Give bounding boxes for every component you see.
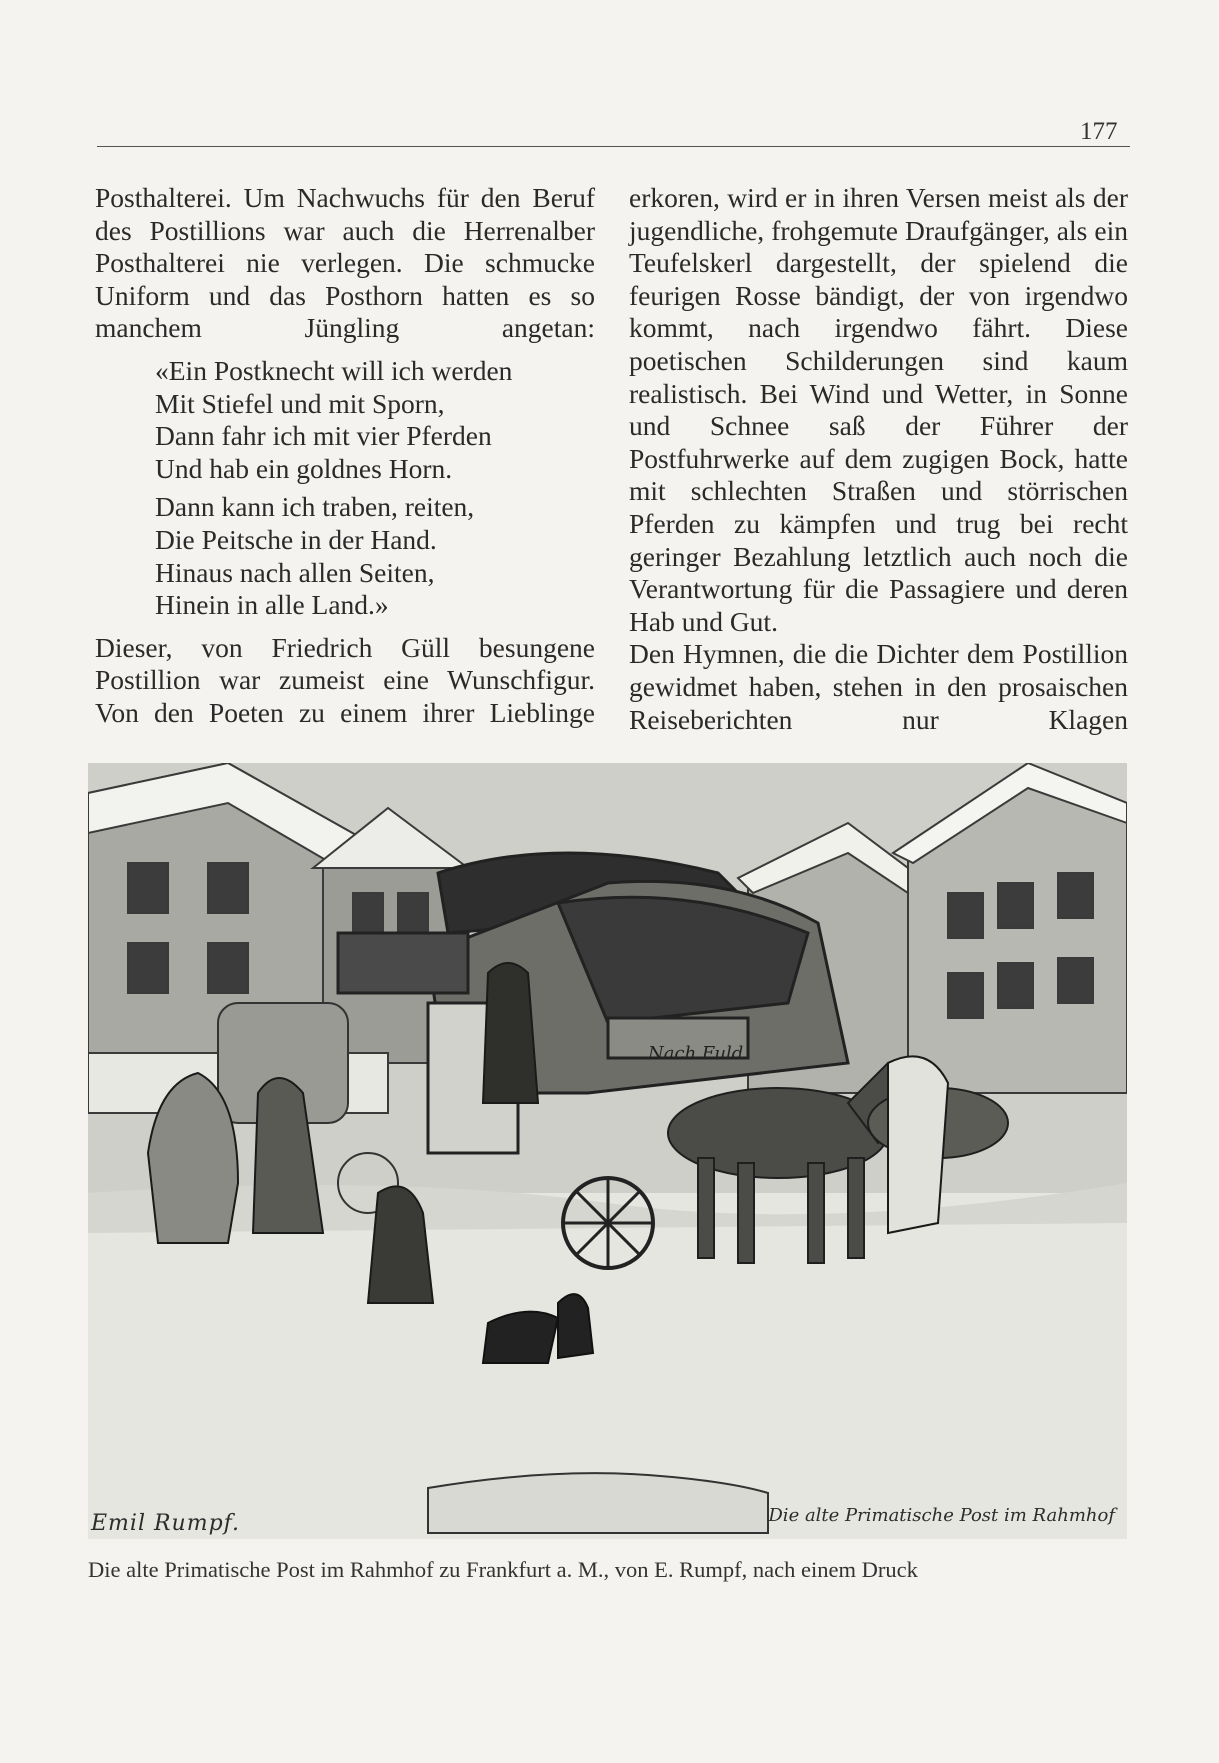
artist-signature: Emil Rumpf. xyxy=(91,1511,241,1536)
right-paragraph-1: erkoren, wird er in ihren Versen meist als der jugendliche, frohgemute Draufgänger, als ein Teufelskerl dargestellt, der spielend die feurigen Rosse bändigt, der von irgendwo kommt, nach irgendwo fährt. Diese poetischen Schilderungen sind kaum realistisch. Bei Wind und Wetter, in Sonne und Schnee saß der Führer der Postfuhrwerke auf dem zugigen Bock, hatte mit schlechten Straßen und störrischen Pferden zu kämpfen und trug bei recht geringer Bezahlung letztlich auch noch die Verantwortung für die Passagiere und deren Hab und Gut. xyxy=(629,182,1128,637)
verse-line: Dann fahr ich mit vier Pferden xyxy=(155,420,492,452)
verse-line: Hinein in alle Land.» xyxy=(155,589,389,621)
figure-caption: Die alte Primatische Post im Rahmhof zu Frankfurt a. M., von E. Rumpf, nach einem Druck xyxy=(88,1557,918,1582)
verse-line: Die Peitsche in der Hand. xyxy=(155,523,437,555)
coach-door-text: Nach Fuld xyxy=(648,1043,744,1064)
illustration-figure xyxy=(88,763,1127,1539)
right-paragraph-2: Den Hymnen, die die Dichter dem Postillion gewidmet haben, stehen in den prosaischen Reiseberichten nur Klagen xyxy=(629,638,1128,735)
left-paragraph-1: Posthalterei. Um Nachwuchs für den Beruf des Postillions war auch die Herrenalber Posthalterei nie verlegen. Die schmucke Uniform und das Posthorn hatten es so manchem Jüngling angetan: xyxy=(95,182,595,344)
plate-title: Die alte Primatische Post im Rahmhof xyxy=(768,1505,1115,1526)
verse-stanza-2 xyxy=(155,491,595,621)
illustration-drawing xyxy=(88,763,1127,1539)
left-paragraph-2: Dieser, von Friedrich Güll besungene Postillion war zumeist eine Wunschfigur. Von den Poeten zu einem ihrer Lieblinge xyxy=(95,631,595,728)
page-number: 177 xyxy=(1080,118,1118,145)
left-column xyxy=(95,182,595,730)
verse-line: Und hab ein goldnes Horn. xyxy=(155,452,453,484)
verse-stanza-1 xyxy=(155,355,595,485)
right-column xyxy=(629,182,1128,736)
verse-line: Dann kann ich traben, reiten, xyxy=(155,491,475,523)
verse-line: «Ein Postknecht will ich werden xyxy=(155,354,513,386)
verse-line: Mit Stiefel und mit Sporn, xyxy=(155,387,445,419)
verse-line: Hinaus nach allen Seiten, xyxy=(155,556,435,588)
header-rule xyxy=(97,146,1130,147)
poem-verse xyxy=(155,355,595,622)
ornament-scroll xyxy=(428,1473,768,1533)
